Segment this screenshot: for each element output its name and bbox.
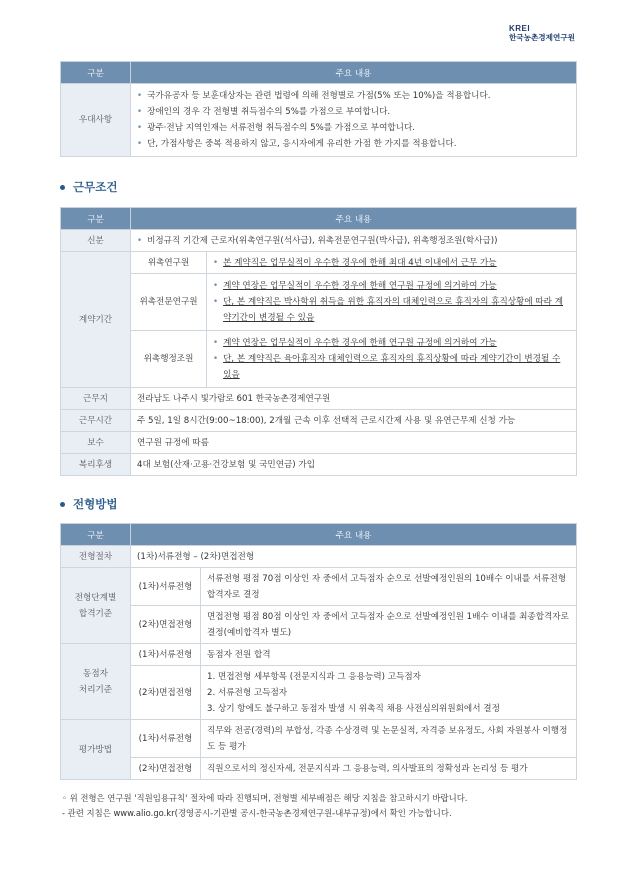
sub-label-document-stage: (1차)서류전형 bbox=[131, 720, 201, 758]
pass-interview-text: 면접전형 평점 80점 이상인 자 중에서 고득점자 순으로 선발예정인원 1배수 이내를 최종합격자로 결정(예비합격자 별도) bbox=[201, 606, 577, 644]
row-label-contract-period: 계약기간 bbox=[61, 252, 131, 388]
eval-interview-text: 직원으로서의 정신자세, 전문지식과 그 응용능력, 의사발표의 정확성과 논리성 등 평가 bbox=[201, 758, 577, 780]
row-label-procedure: 전형절차 bbox=[61, 546, 131, 568]
procedure-text: (1차)서류전형 – (2차)면접전형 bbox=[131, 546, 577, 568]
col-header-content: 주요 내용 bbox=[131, 208, 577, 230]
col-header-content: 주요 내용 bbox=[131, 524, 577, 546]
row-label-evaluation: 평가방법 bbox=[61, 720, 131, 780]
eval-document-text: 직무와 전공(경력)의 부합성, 각종 수상경력 및 논문실적, 자격증 보유정도, 사회 자원봉사 이행정도 등 평가 bbox=[201, 720, 577, 758]
pay-text: 연구원 규정에 따름 bbox=[131, 432, 577, 454]
col-header-content: 주요 내용 bbox=[131, 62, 577, 84]
pass-document-text: 서류전형 평점 70점 이상인 자 중에서 고득점자 순으로 선발예정인원의 10배수 이내를 서류전형 합격자로 결정 bbox=[201, 568, 577, 606]
col-header-category: 구분 bbox=[61, 208, 131, 230]
row-label-welfare: 복리후생 bbox=[61, 454, 131, 476]
list-item: • 광주·전남 지역인재는 서류전형 취득점수의 5%를 가점으로 부여합니다. bbox=[137, 123, 416, 133]
sub-label-document-stage: (1차)서류전형 bbox=[131, 644, 201, 666]
sub-label-interview-stage: (2차)면접전형 bbox=[131, 606, 201, 644]
row-label-hours: 근무시간 bbox=[61, 410, 131, 432]
col-header-category: 구분 bbox=[61, 62, 131, 84]
bullet-icon bbox=[60, 185, 65, 190]
row-label-pay: 보수 bbox=[61, 432, 131, 454]
senior-researcher-text: • 계약 연장은 업무실적이 우수한 경우에 한해 연구원 규정에 의거하여 가능 • 단, 본 계약직은 박사학위 취득을 위한 휴직자의 대체인력으로 휴직자의 휴직상황에 따라 계약기간이 변경될 수 있음 bbox=[207, 274, 577, 331]
row-label-status: 신분 bbox=[61, 230, 131, 252]
preference-table bbox=[60, 61, 577, 157]
logo-korean: 한국농촌경제연구원 bbox=[508, 33, 575, 42]
row-label-workplace: 근무지 bbox=[61, 388, 131, 410]
sub-label-researcher: 위촉연구원 bbox=[131, 252, 207, 274]
footnote-item: ◦ 위 전형은 연구원 '직원임용규칙' 절차에 따라 진행되며, 전형별 세부배점은 해당 지침을 참고하시기 바랍니다. bbox=[62, 793, 468, 803]
researcher-text: • 본 계약직은 업무실적이 우수한 경우에 한해 최대 4년 이내에서 근무 가능 bbox=[207, 252, 577, 274]
tie-document-text: 동점자 전원 합격 bbox=[201, 644, 577, 666]
preference-items bbox=[131, 84, 577, 157]
col-header-category: 구분 bbox=[61, 524, 131, 546]
footnote-item: - 관련 지침은 www.alio.go.kr(경영공시-기관별 공시-한국농촌경제연구원-내부규정)에서 확인 가능합니다. bbox=[62, 808, 452, 818]
row-label-pass-criteria: 전형단계별 합격기준 bbox=[61, 568, 131, 644]
status-text: • 비정규직 기간제 근로자(위촉연구원(석사급), 위촉전문연구원(박사급), 위촉행정조원(학사급)) bbox=[131, 230, 577, 252]
list-item: • 국가유공자 등 보훈대상자는 관련 법령에 의해 전형별로 가점(5% 또는 10%)을 적용합니다. bbox=[137, 91, 491, 101]
sub-label-senior-researcher: 위촉전문연구원 bbox=[131, 274, 207, 331]
tie-interview-text: 1. 면접전형 세부항목 (전문지식과 그 응용능력) 고득점자 2. 서류전형 고득점자 3. 상기 항에도 불구하고 동점자 발생 시 위촉직 채용 사전심의위원회에서 결정 bbox=[201, 666, 577, 720]
row-label-preference: 우대사항 bbox=[61, 84, 131, 157]
krei-logo bbox=[509, 24, 575, 43]
sub-label-document-stage: (1차)서류전형 bbox=[131, 568, 201, 606]
list-item: • 단, 가점사항은 중복 적용하지 않고, 응시자에게 유리한 가점 한 가지를 적용합니다. bbox=[137, 139, 457, 149]
selection-method-table bbox=[60, 523, 577, 780]
sub-label-admin-assistant: 위촉행정조원 bbox=[131, 331, 207, 388]
workplace-text: 전라남도 나주시 빛가람로 601 한국농촌경제연구원 bbox=[131, 388, 577, 410]
section-title-selection-method: 전형방법 bbox=[60, 496, 117, 512]
sub-label-interview-stage: (2차)면접전형 bbox=[131, 758, 201, 780]
sub-label-interview-stage: (2차)면접전형 bbox=[131, 666, 201, 720]
section-title-work-conditions: 근무조건 bbox=[60, 179, 117, 195]
bullet-icon bbox=[60, 502, 65, 507]
work-conditions-table bbox=[60, 207, 577, 476]
hours-text: 주 5일, 1일 8시간(9:00~18:00), 2개월 근속 이후 선택적 근로시간제 사용 및 유연근무제 신청 가능 bbox=[131, 410, 577, 432]
admin-assistant-text: • 계약 연장은 업무실적이 우수한 경우에 한해 연구원 규정에 의거하여 가능 • 단, 본 계약직은 육아휴직자 대체인력으로 휴직자의 휴직상황에 따라 계약기간이 변경될 수 있음 bbox=[207, 331, 577, 388]
row-label-tie-rules: 동점자 처리기준 bbox=[61, 644, 131, 720]
list-item: • 장애인의 경우 각 전형별 취득점수의 5%를 가점으로 부여합니다. bbox=[137, 107, 391, 117]
welfare-text: 4대 보험(산재·고용·건강보험 및 국민연금) 가입 bbox=[131, 454, 577, 476]
logo-english: KREI bbox=[508, 24, 531, 33]
footnotes bbox=[62, 791, 467, 821]
